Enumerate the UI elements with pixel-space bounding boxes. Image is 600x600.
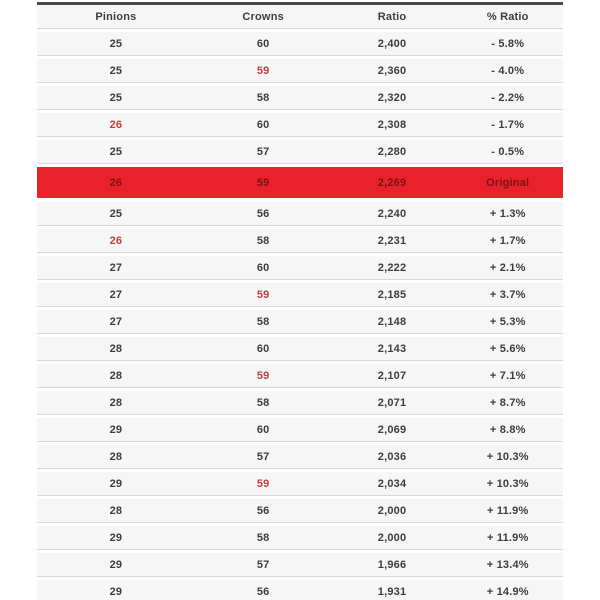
cell-crowns: 60 xyxy=(256,118,270,131)
cell-crowns: 58 xyxy=(256,531,270,544)
cell-pct_ratio: + 7.1% xyxy=(489,369,526,382)
table-row xyxy=(37,472,563,496)
cell-ratio: 2,143 xyxy=(377,342,407,355)
cell-crowns: 59 xyxy=(256,64,270,77)
gear-ratio-table xyxy=(37,2,563,600)
cell-crowns: 58 xyxy=(256,396,270,409)
cell-ratio: 2,036 xyxy=(377,450,407,463)
cell-crowns: 57 xyxy=(256,145,270,158)
cell-pinions: 28 xyxy=(109,342,123,355)
cell-pct_ratio: + 8.8% xyxy=(489,423,526,436)
cell-pinions: 25 xyxy=(109,37,123,50)
cell-pinions: 25 xyxy=(109,207,123,220)
cell-ratio: 2,000 xyxy=(377,504,407,517)
table-row xyxy=(37,256,563,280)
cell-ratio: 2,280 xyxy=(377,145,407,158)
table-row xyxy=(37,553,563,577)
cell-pct_ratio: + 1.7% xyxy=(489,234,526,247)
column-header-crowns: Crowns xyxy=(242,10,284,23)
cell-pinions: 26 xyxy=(109,176,123,189)
cell-pinions: 29 xyxy=(109,477,123,490)
cell-pct_ratio: + 13.4% xyxy=(486,558,529,571)
cell-pct_ratio: + 5.6% xyxy=(489,342,526,355)
cell-crowns: 58 xyxy=(256,91,270,104)
cell-pinions: 27 xyxy=(109,288,123,301)
column-header-ratio: Ratio xyxy=(377,10,407,23)
cell-pinions: 28 xyxy=(109,369,123,382)
table-row xyxy=(37,337,563,361)
cell-ratio: 1,966 xyxy=(377,558,407,571)
cell-ratio: 2,000 xyxy=(377,531,407,544)
cell-ratio: 2,071 xyxy=(377,396,407,409)
cell-pinions: 26 xyxy=(109,234,123,247)
cell-pinions: 28 xyxy=(109,396,123,409)
cell-ratio: 2,185 xyxy=(377,288,407,301)
table-header-row xyxy=(37,5,563,29)
table-row xyxy=(37,140,563,164)
cell-pinions: 27 xyxy=(109,315,123,328)
cell-pinions: 25 xyxy=(109,64,123,77)
cell-pinions: 29 xyxy=(109,558,123,571)
table-body xyxy=(37,32,563,600)
cell-crowns: 58 xyxy=(256,315,270,328)
cell-pinions: 29 xyxy=(109,585,123,598)
cell-pinions: 29 xyxy=(109,531,123,544)
table-row xyxy=(37,418,563,442)
cell-ratio: 2,069 xyxy=(377,423,407,436)
cell-crowns: 60 xyxy=(256,261,270,274)
cell-crowns: 59 xyxy=(256,176,270,189)
cell-pinions: 28 xyxy=(109,504,123,517)
cell-ratio: 2,320 xyxy=(377,91,407,104)
cell-ratio: 2,360 xyxy=(377,64,407,77)
cell-crowns: 60 xyxy=(256,423,270,436)
cell-crowns: 59 xyxy=(256,477,270,490)
table-row xyxy=(37,32,563,56)
cell-pct_ratio: + 10.3% xyxy=(486,477,529,490)
cell-pinions: 28 xyxy=(109,450,123,463)
cell-ratio: 2,222 xyxy=(377,261,407,274)
cell-ratio: 1,931 xyxy=(377,585,407,598)
cell-pinions: 25 xyxy=(109,145,123,158)
cell-pct_ratio: - 0.5% xyxy=(491,145,525,158)
table-row xyxy=(37,391,563,415)
cell-pinions: 29 xyxy=(109,423,123,436)
cell-crowns: 56 xyxy=(256,504,270,517)
cell-crowns: 56 xyxy=(256,207,270,220)
cell-ratio: 2,231 xyxy=(377,234,407,247)
table-row xyxy=(37,310,563,334)
table-row xyxy=(37,113,563,137)
table-row xyxy=(37,59,563,83)
cell-crowns: 57 xyxy=(256,450,270,463)
table-row xyxy=(37,499,563,523)
cell-pct_ratio: + 5.3% xyxy=(489,315,526,328)
cell-pct_ratio: + 1.3% xyxy=(489,207,526,220)
cell-pct_ratio: + 10.3% xyxy=(486,450,529,463)
cell-pct_ratio: - 5.8% xyxy=(491,37,525,50)
cell-pct_ratio: + 2.1% xyxy=(489,261,526,274)
cell-ratio: 2,034 xyxy=(377,477,407,490)
table-row xyxy=(37,229,563,253)
column-header-pinions: Pinions xyxy=(95,10,137,23)
table-row-original-highlighted xyxy=(37,167,563,198)
cell-pct_ratio: + 14.9% xyxy=(486,585,529,598)
table-row xyxy=(37,526,563,550)
cell-crowns: 60 xyxy=(256,342,270,355)
cell-pinions: 25 xyxy=(109,91,123,104)
cell-crowns: 56 xyxy=(256,585,270,598)
table-row xyxy=(37,86,563,110)
cell-ratio: 2,240 xyxy=(377,207,407,220)
cell-ratio: 2,148 xyxy=(377,315,407,328)
cell-ratio: 2,269 xyxy=(377,176,407,189)
cell-pinions: 27 xyxy=(109,261,123,274)
cell-pct_ratio: - 4.0% xyxy=(491,64,525,77)
cell-pct_ratio: + 3.7% xyxy=(489,288,526,301)
cell-pct_ratio: + 8.7% xyxy=(489,396,526,409)
column-header-pct-ratio: % Ratio xyxy=(486,10,529,23)
cell-pct_ratio: + 11.9% xyxy=(487,504,529,517)
table-row xyxy=(37,283,563,307)
cell-crowns: 58 xyxy=(256,234,270,247)
cell-crowns: 59 xyxy=(256,288,270,301)
cell-ratio: 2,107 xyxy=(377,369,407,382)
cell-ratio: 2,400 xyxy=(377,37,407,50)
cell-pct_ratio: Original xyxy=(486,176,530,189)
table-row xyxy=(37,580,563,600)
cell-pinions: 26 xyxy=(109,118,123,131)
cell-crowns: 60 xyxy=(256,37,270,50)
table-row xyxy=(37,202,563,226)
cell-crowns: 59 xyxy=(256,369,270,382)
cell-pct_ratio: - 2.2% xyxy=(491,91,525,104)
table-row xyxy=(37,364,563,388)
cell-ratio: 2,308 xyxy=(377,118,407,131)
table-row xyxy=(37,445,563,469)
cell-pct_ratio: - 1.7% xyxy=(491,118,525,131)
cell-crowns: 57 xyxy=(256,558,270,571)
cell-pct_ratio: + 11.9% xyxy=(487,531,529,544)
